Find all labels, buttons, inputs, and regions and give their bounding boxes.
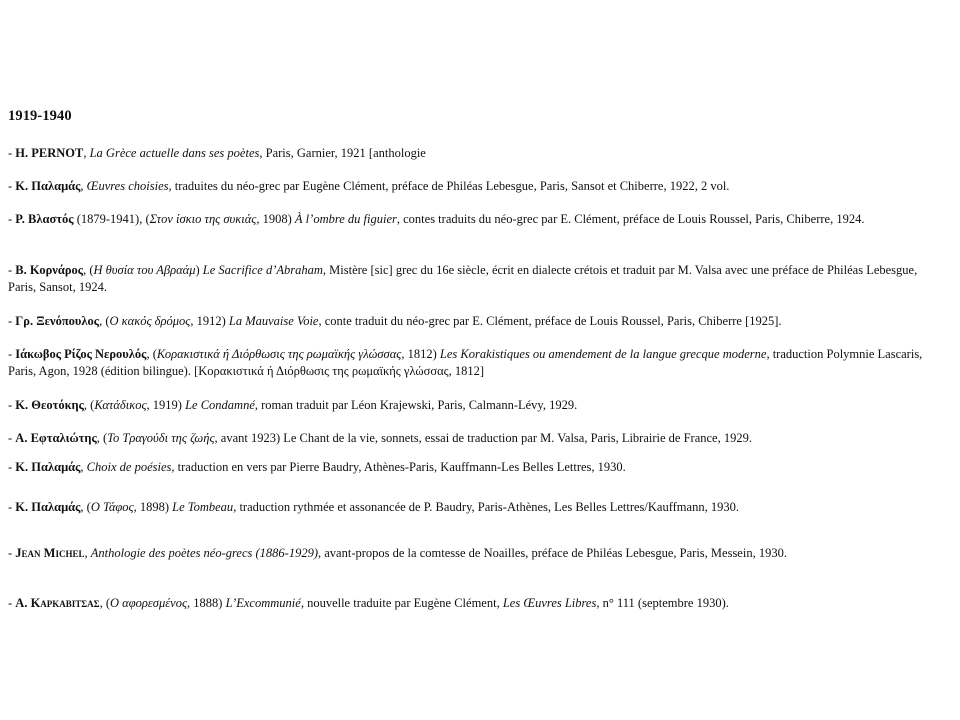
entry-author: A. Καρκαβιτσας <box>15 596 100 610</box>
entry-title: La Mauvaise Voie <box>228 314 319 328</box>
entry-journal-title: Les Œuvres Libres <box>502 596 597 610</box>
bibliography-entry-palamas-choix <box>8 459 948 476</box>
entry-dash: - <box>8 263 16 277</box>
entry-author: H. PERNOT <box>15 146 84 160</box>
entry-author: K. Παλαμάς <box>15 460 81 474</box>
entry-dash: - <box>8 546 16 560</box>
entry-original-title: Κορακιστικά ή Διόρθωσις της ρωμαϊκής γλώσσας <box>156 347 402 361</box>
entry-author: Ιάκωβος Ρίζος Νερουλός <box>15 347 147 361</box>
entry-text: , 1898) <box>133 500 173 514</box>
bibliography-entry-pernot <box>8 145 948 162</box>
entry-text: , contes traduits du néo-grec par E. Clément, préface de Louis Roussel, Paris, Chiberre, 1924. <box>396 212 865 226</box>
entry-title: À l’ombre du figuier <box>294 212 397 226</box>
entry-original-title: Ο αφορεσμένος <box>110 596 188 610</box>
entry-dash: - <box>8 460 16 474</box>
bibliography-entry-michel <box>8 545 948 562</box>
entry-dash: - <box>8 500 16 514</box>
entry-text: , 1812) <box>401 347 440 361</box>
entry-text: , ( <box>96 431 108 445</box>
entry-title: Œuvres choisies <box>86 179 169 193</box>
entry-author: K. Θεοτόκης <box>15 398 84 412</box>
entry-original-title: Ο Τάφος <box>90 500 134 514</box>
entry-text: 1912) <box>193 314 229 328</box>
entry-dash: - <box>8 596 16 610</box>
entry-text: , nouvelle traduite par Eugène Clément, <box>300 596 503 610</box>
period-heading: 1919-1940 <box>8 108 72 124</box>
bibliography-entry-xenopoulos <box>8 313 948 330</box>
entry-text: , conte traduit du néo-grec par E. Clément, préface de Louis Roussel, Paris, Chiberre [1925]. <box>318 314 782 328</box>
entry-text: , Paris, Garnier, 1921 [anthologie <box>259 146 426 160</box>
entry-title: Le Sacrifice d’Abraham <box>202 263 323 277</box>
entry-author: Jean Michel <box>15 546 85 560</box>
entry-title: La Grèce actuelle dans ses poètes <box>89 146 260 160</box>
entry-dash: - <box>8 431 16 445</box>
bibliography-entry-palamas-oeuvres <box>8 178 948 195</box>
entry-original-title: Στον ίσκιο της συκιάς, <box>149 212 260 226</box>
entry-text: , 1919) <box>146 398 186 412</box>
entry-title: Le Tombeau <box>172 500 234 514</box>
entry-text: , n° 111 (septembre 1930). <box>596 596 729 610</box>
entry-author: K. Παλαμάς <box>15 179 81 193</box>
entry-text: (1879-1941), ( <box>73 212 150 226</box>
entry-author: Γρ. Ξενόπουλος <box>15 314 100 328</box>
entry-dash: - <box>8 212 16 226</box>
bibliography-entry-kornaros <box>8 262 948 296</box>
entry-text: , traduction rythmée et assonancée de P. Baudry, Paris-Athènes, Les Belles Lettres/Kauffmann, 1930. <box>233 500 739 514</box>
entry-text: , avant-propos de la comtesse de Noailles, préface de Philéas Lebesgue, Paris, Messein, 1930. <box>318 546 787 560</box>
entry-dash: - <box>8 179 16 193</box>
entry-title: Anthologie des poètes néo-grecs (1886-1929) <box>90 546 318 560</box>
entry-text: , ( <box>83 398 95 412</box>
entry-text: , <box>84 546 91 560</box>
entry-title: Choix de poésies <box>86 460 172 474</box>
bibliography-entry-karkavitsas <box>8 595 948 612</box>
entry-text: , ( <box>83 263 94 277</box>
entry-text: , roman traduit par Léon Krajewski, Paris, Calmann-Lévy, 1929. <box>254 398 578 412</box>
entry-author: B. Κορνάρος <box>15 263 84 277</box>
entry-text: , traduction Polymnie Lascaris, Paris, Agon, 1928 (édition bilingue). [Κορακιστικά ή Διόρθωσις της ρωμαϊκής γλώσσας, 1812] <box>8 347 923 378</box>
entry-text: , traduites du néo-grec par Eugène Clément, préface de Philéas Lebesgue, Paris, Sansot et Chiberre, 1922, 2 vol. <box>168 179 730 193</box>
entry-text: , ( <box>99 314 110 328</box>
entry-text: , <box>80 179 87 193</box>
entry-title: Le Condamné <box>185 398 255 412</box>
entry-dash: - <box>8 146 16 160</box>
entry-text: , ( <box>80 500 91 514</box>
entry-author: A. Εφταλιώτης <box>15 431 97 445</box>
entry-original-title: Η θυσία του Αβραάμ <box>93 263 196 277</box>
entry-author: P. Βλαστός <box>15 212 74 226</box>
entry-text: , ( <box>146 347 157 361</box>
bibliography-entry-palamas-tombeau <box>8 499 948 516</box>
entry-original-title: Το Τραγούδι της ζωής <box>107 431 215 445</box>
bibliography-entry-neroulos <box>8 346 948 380</box>
entry-author: K. Παλαμάς <box>15 500 81 514</box>
entry-text: , avant 1923) Le Chant de la vie, sonnets, essai de traduction par M. Valsa, Paris, Librairie de France, 1929. <box>214 431 752 445</box>
entry-dash: - <box>8 314 16 328</box>
bibliography-entry-theotokis <box>8 397 948 414</box>
entry-text: , <box>83 146 90 160</box>
entry-original-title: Ο κακός δρόμος, <box>109 314 194 328</box>
entry-text: , 1888) <box>187 596 226 610</box>
entry-text: ) <box>195 263 203 277</box>
entry-text: , Mistère [sic] grec du 16e siècle, écrit en dialecte crétois et traduit par M. Valsa avec une préface de Philéas Lebesgue, Paris, Sansot, 1924. <box>8 263 918 294</box>
entry-dash: - <box>8 398 16 412</box>
entry-text: 1908) <box>259 212 295 226</box>
entry-dash: - <box>8 347 16 361</box>
entry-title: Les Korakistiques ou amendement de la langue grecque moderne <box>439 347 767 361</box>
entry-text: , <box>80 460 87 474</box>
entry-text: , traduction en vers par Pierre Baudry, Athènes-Paris, Kauffmann-Les Belles Lettres, 1930. <box>171 460 626 474</box>
entry-title: L’Excommunié <box>225 596 301 610</box>
entry-text: , ( <box>99 596 110 610</box>
bibliography-entry-eftaliotis <box>8 430 948 447</box>
entry-original-title: Κατάδικος <box>94 398 147 412</box>
bibliography-entry-vlastos <box>8 211 948 228</box>
